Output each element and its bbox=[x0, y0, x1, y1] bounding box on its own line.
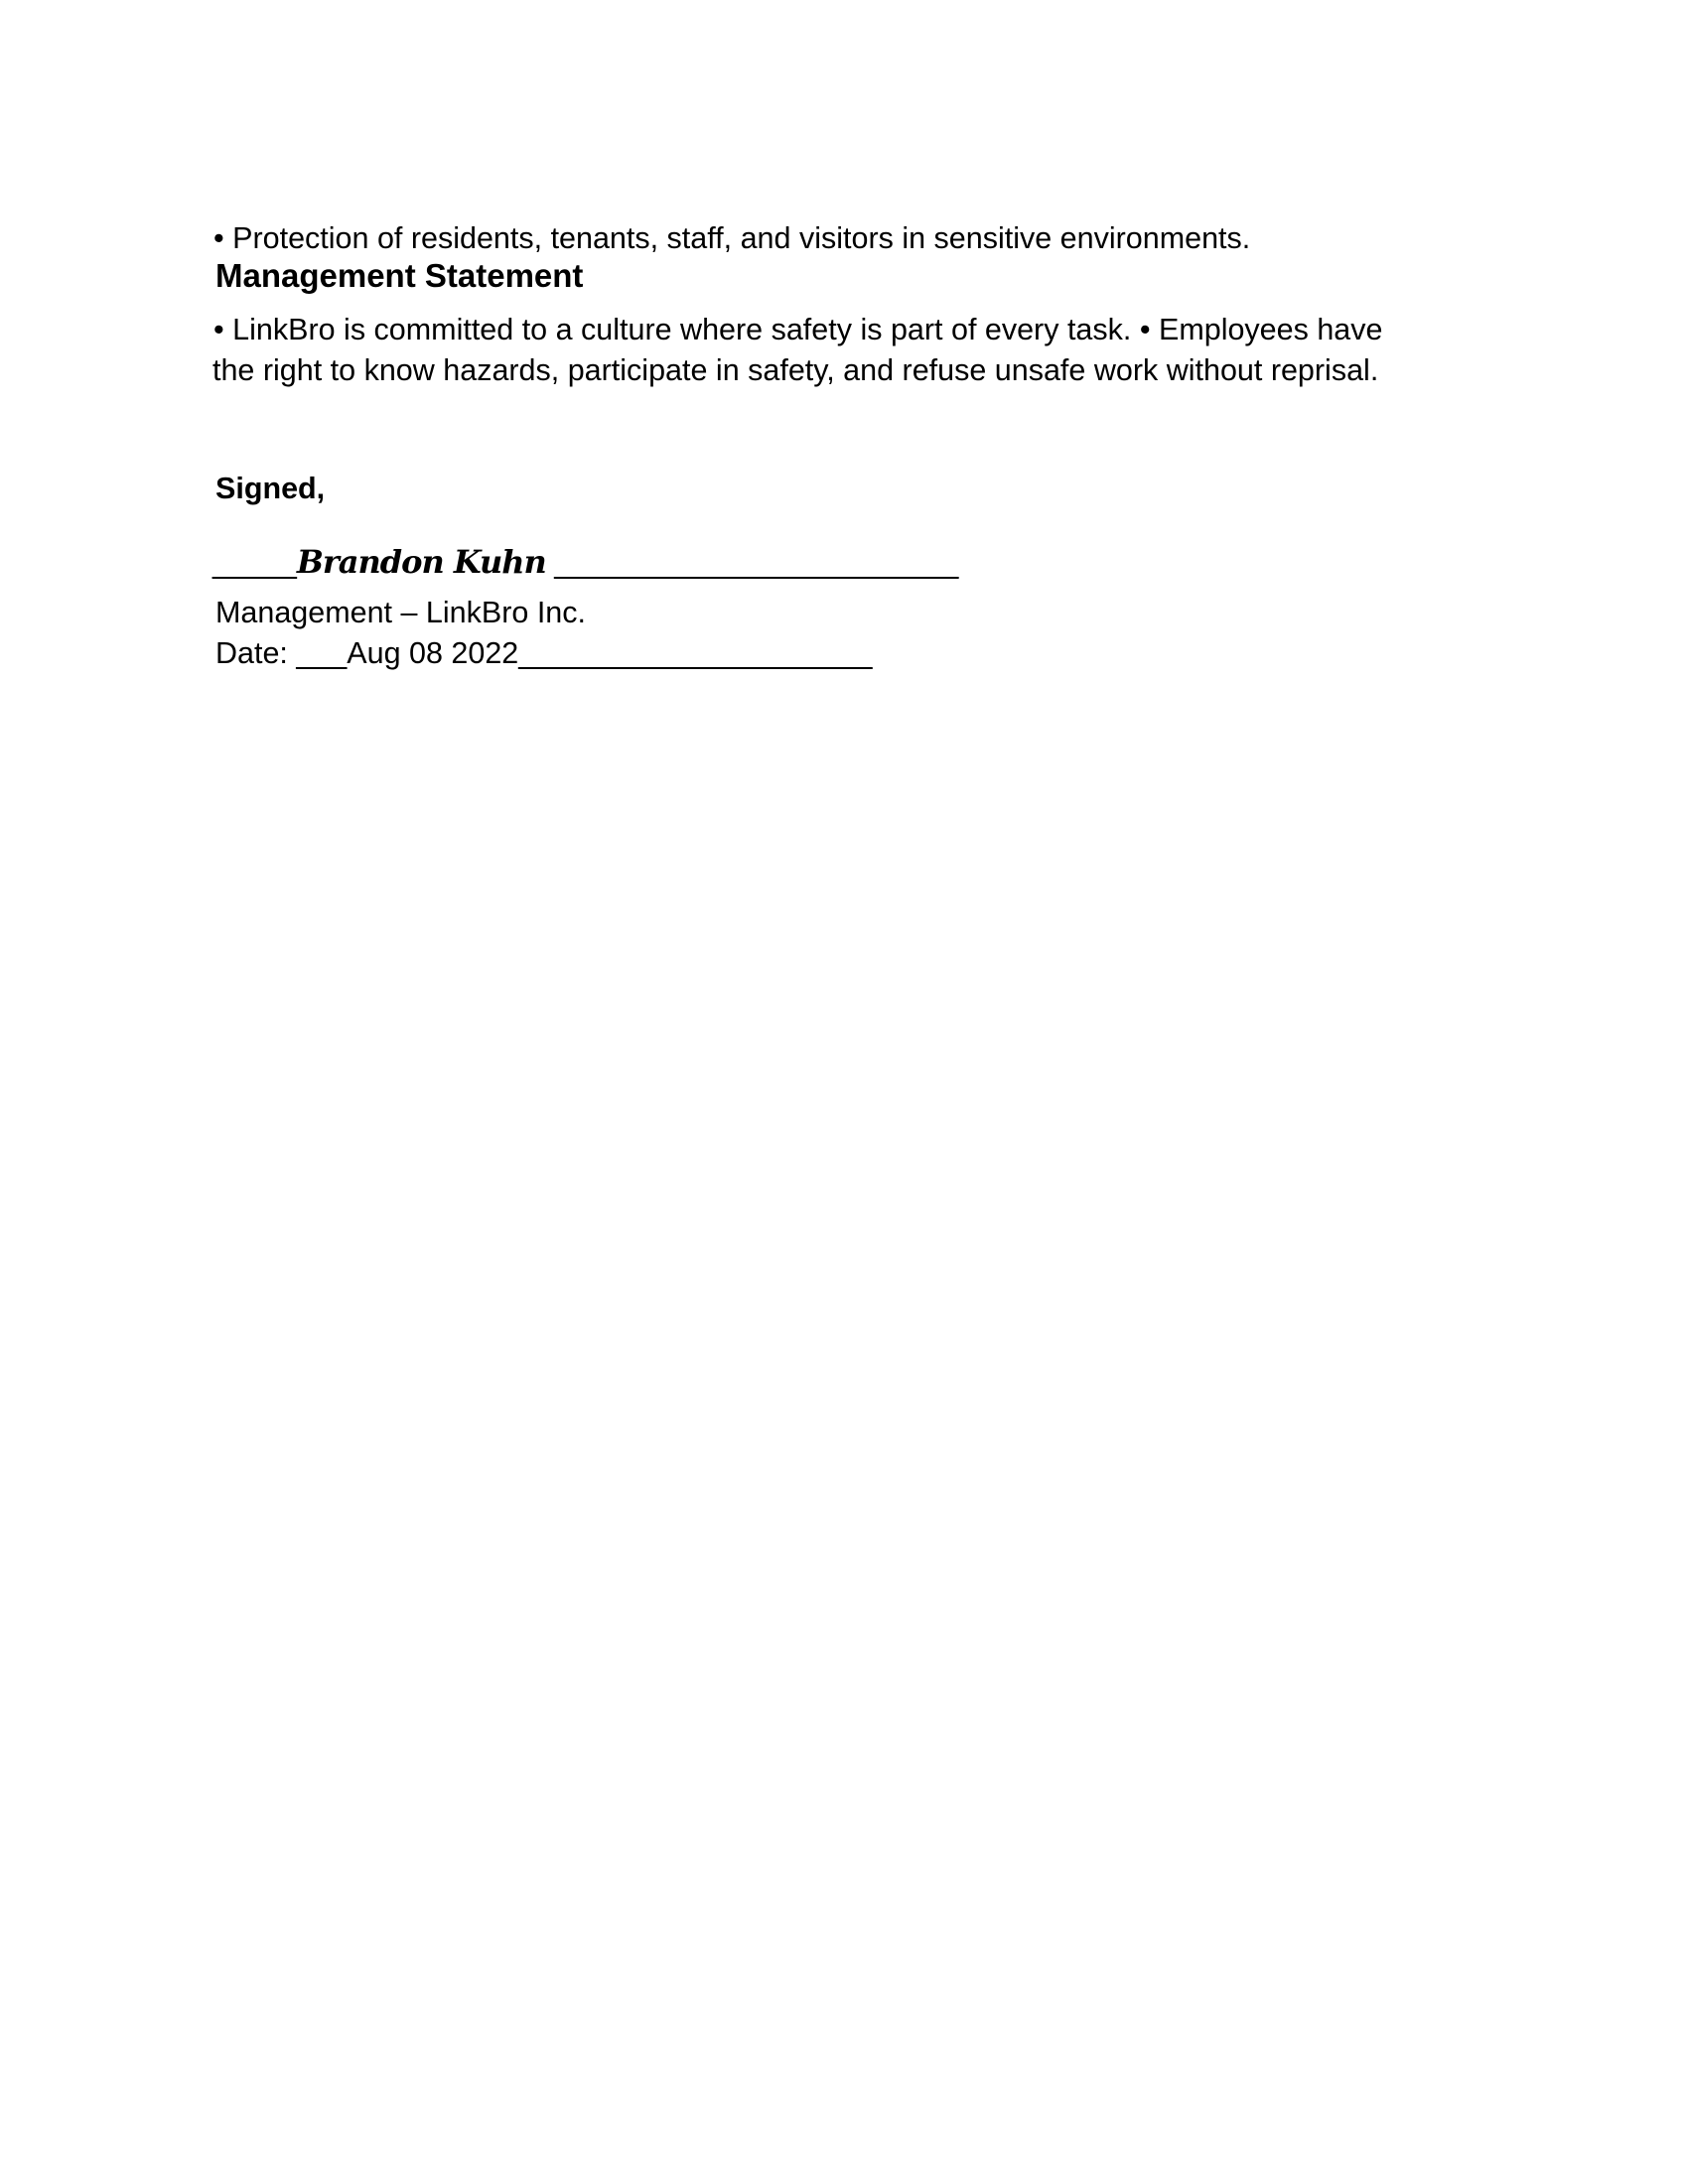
date-value: Aug 08 2022 bbox=[347, 636, 519, 670]
signed-label: Signed, bbox=[215, 472, 326, 505]
statement-line-1: • LinkBro is committed to a culture where safety is part of every task. • Employees have bbox=[213, 313, 1383, 346]
date-suffix: _____________________ bbox=[518, 636, 873, 670]
date-label: Date: bbox=[215, 636, 297, 670]
statement-line-2: the right to know hazards, participate in safety, and refuse unsafe work without reprisal. bbox=[212, 353, 1379, 387]
bullet-protection: • Protection of residents, tenants, staff, and visitors in sensitive environments. bbox=[213, 221, 1251, 255]
section-heading: Management Statement bbox=[215, 257, 584, 294]
date-prefix: ___ bbox=[296, 636, 348, 670]
signature-prefix: _____ bbox=[212, 546, 297, 580]
signature-line bbox=[212, 543, 959, 581]
signature-name: Brandon Kuhn bbox=[296, 543, 546, 581]
signature-suffix: ________________________ bbox=[545, 546, 959, 580]
signer-title: Management – LinkBro Inc. bbox=[215, 596, 586, 629]
date-line bbox=[215, 638, 872, 669]
